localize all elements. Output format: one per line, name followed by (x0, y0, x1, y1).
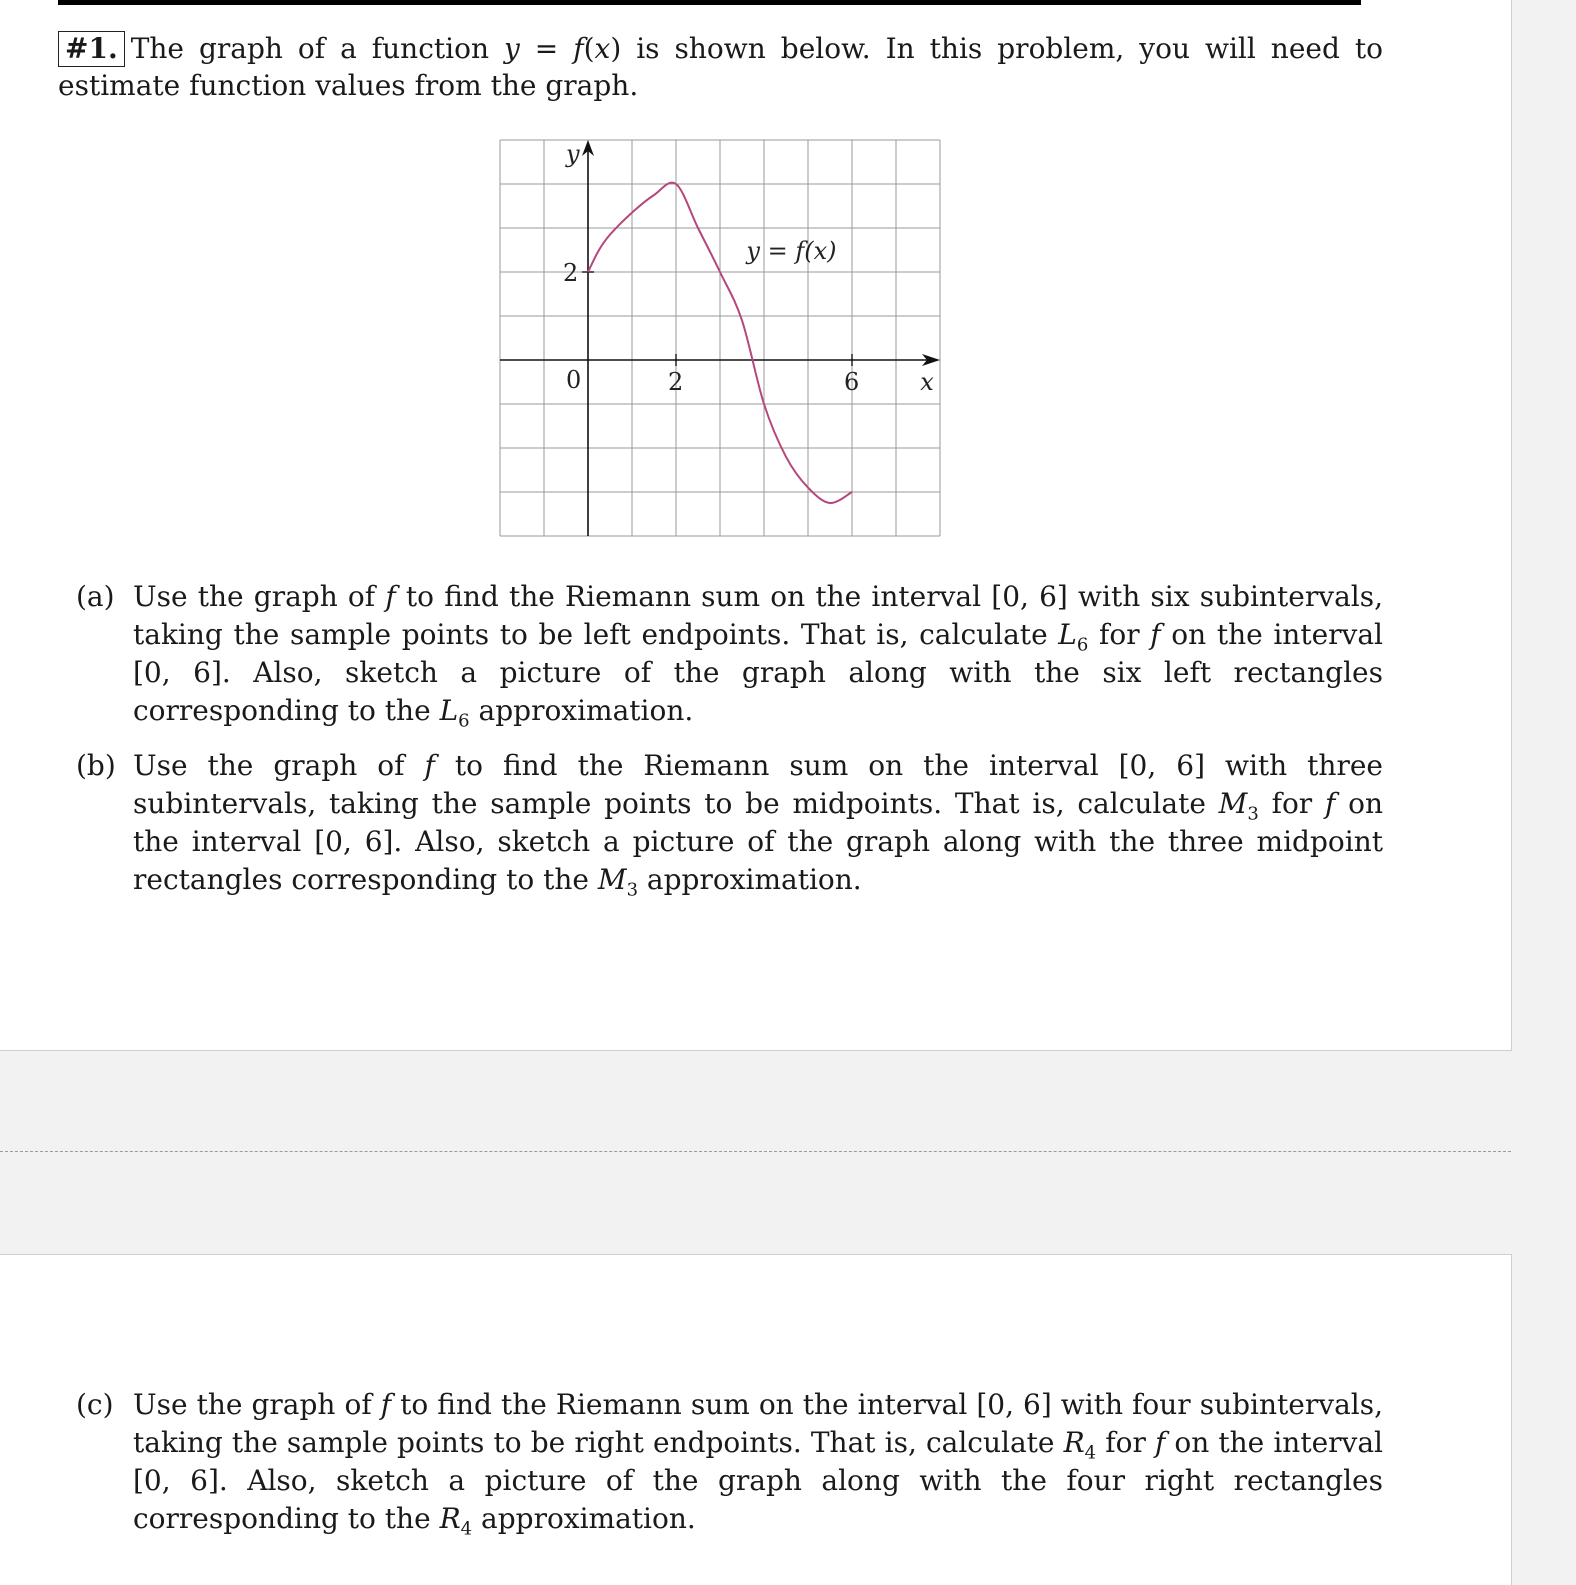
part-b (76, 747, 1383, 899)
part-a (76, 578, 1383, 730)
parts-list-1 (76, 578, 1383, 916)
y-tick-2: 2 (563, 259, 579, 287)
part-c-label: (c) (76, 1388, 114, 1421)
function-graph (498, 138, 944, 540)
problem-number: #1. (58, 31, 125, 67)
x-tick-6: 6 (844, 368, 860, 396)
page-separator (0, 1151, 1511, 1152)
var-y: y (503, 32, 520, 65)
graph-grid (500, 140, 940, 536)
paren-open: ( (583, 32, 595, 65)
part-a-label: (a) (76, 580, 115, 613)
equals-sign: = (519, 32, 574, 65)
part-a-text: Use the graph of f to find the Riemann sum on the interval [0, 6] with six subintervals, taking the sample points to be left endpoints. That is, calculate $L_6$ for f on the interval [0, 6]. Also, sketch a picture of the graph along with the six left rectangles corresponding to the $L_6$ approximation. (133, 580, 1384, 732)
paren-close: ) (610, 32, 622, 65)
intro-text-1: The graph of a function (130, 32, 504, 65)
x-tick-2: 2 (668, 368, 684, 396)
y-axis-label: y (566, 140, 580, 168)
problem-intro (58, 30, 1383, 104)
graph-svg (498, 138, 944, 540)
problem-page-continued (0, 1254, 1512, 1585)
curve-label: y = f(x) (746, 236, 837, 265)
part-b-text: Use the graph of f to find the Riemann sum on the interval [0, 6] with three subintervals, taking the sample points to be midpoints. That is, calculate $M_3$ for f on the interval [0, 6]. Also, sketch a picture of the graph along with the three midpoint rectangles corresponding to the $M_3$ approximation. (133, 749, 1384, 901)
var-f: f (573, 32, 584, 65)
origin-label: 0 (566, 366, 582, 394)
var-x: x (594, 32, 611, 65)
top-rule (58, 0, 1361, 5)
x-axis-label: x (920, 368, 934, 396)
part-b-label: (b) (76, 749, 116, 782)
part-c (76, 1386, 1383, 1538)
part-c-text: Use the graph of f to find the Riemann sum on the interval [0, 6] with four subintervals, taking the sample points to be right endpoints. That is, calculate $R_4$ for f on the interval [0, 6]. Also, sketch a picture of the graph along with the four right rectangles corresponding to the $R_4$ approximation. (133, 1388, 1384, 1540)
parts-list-2 (76, 1386, 1383, 1555)
intro-text-2: is shown below. In this problem, you will need to estimate function values from the graph. (58, 32, 1383, 102)
